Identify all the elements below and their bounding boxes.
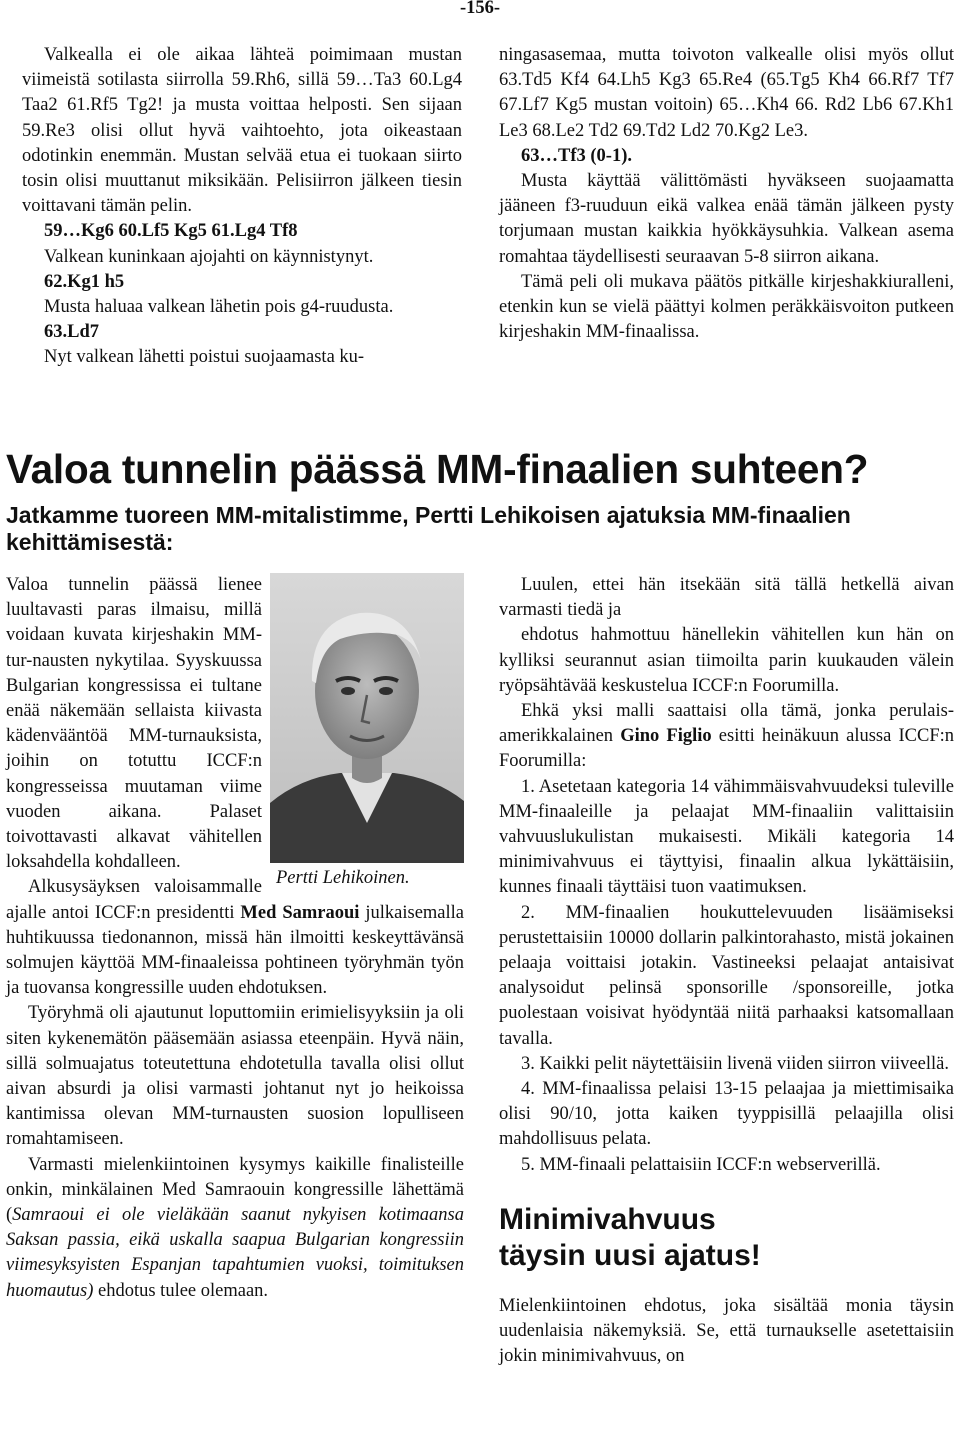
text-run: esitti heinäkuun alussa ICCF:n Foorumilla: [499,726,955,772]
text-run: Ehkä yksi malli saattaisi olla tämä, jonka perulais-amerikkalainen [499,701,954,747]
game-commentary-paragraph: Musta haluaa valkean lähetin pois g4-ruudusta. [44,297,394,318]
proposal-item: 3. Kaikki pelit näytettäisiin livenä viiden siirron viiveellä. [521,1053,949,1074]
article-paragraph: Luulen, ettei hän itsekään sitä tällä hetkellä aivan varmasti tiedä ja [499,575,954,621]
game-moves: 63.Ld7 [44,322,100,343]
article-right-column [499,573,954,1369]
proposal-item: 5. MM-finaali pelattaisiin ICCF:n webserverillä. [521,1154,881,1175]
section-headline-line-1: Minimivahvuus [499,1202,716,1236]
article-paragraph: ehdotus hahmottuu hänellekin vähitellen kun hän on kylliksi seurannut asian tiimoilta parin kuukauden välein ryöpsähtävää keskustelua ICCF:n Foorumilla. [499,625,954,696]
portrait-photo [270,573,464,891]
top-right-column [499,43,954,345]
top-left-column [22,43,462,371]
game-commentary-paragraph: Nyt valkean lähetti poistui suojaamasta ku- [44,347,365,368]
article-paragraph [499,699,954,775]
game-commentary-paragraph: Valkealla ei ole aikaa lähteä poimimaan mustan viimeistä sotilasta siirrolla 59.Rh6, sillä 59…Ta3 60.Lg4 Taa2 61.Rf5 Tg2! ja musta voittaa helposti. Sen sijaan 59.Re3 olisi ollut hyvä vaihtoehto, jota oikeastaan odotinkin enemmän. Mustan selvää etua ei tuokaan siirto tosin olisi muuttanut miksikään. Pelisiirron jälkeen tiesin voittavani tämän pelin. [22,45,462,217]
article-subheadline: Jatkamme tuoreen MM-mitalistimme, Pertti Lehikoisen ajatuksia MM-finaalien kehittämisestä: [6,502,851,555]
game-commentary-paragraph: Musta käyttää välittömästi hyväkseen suojaamatta jääneen f3-ruuduun eikä valkea enää tämän jälkeen pysty torjumaan mustan kaikkia hyökkäysuhkia. Valkean asema romahtaa täydellisesti seuraavan 5-8 siirron aikana. [499,171,954,267]
article-headline: Valoa tunnelin päässä MM-finaalien suhteen? [6,446,869,492]
proposal-item: 2. MM-finaalien houkuttelevuuden lisäämiseksi perustettaisiin 10000 dollarin palkintorahasto, mistä jokainen pelaaja voittaisi jotakin. Vastineeksi pelaajat antaisivat analysoidut pelinsä sponsorille /sponsoreille, jotka puolestaan voisivat hyödyntää niitä parhaaksi katsomallaan tavalla. [499,902,954,1049]
portrait-image [270,573,464,863]
game-moves: 63…Tf3 (0-1). [521,145,632,166]
photo-caption: Pertti Lehikoinen. [276,867,410,888]
section-headline-line-2: täysin uusi ajatus! [499,1238,761,1272]
game-commentary-paragraph: ningasasemaa, mutta toivoton valkealle olisi myös ollut 63.Td5 Kf4 64.Lh5 Kg3 65.Re4 (65.Tg5 Kh4 66.Rf7 Tf7 67.Lf7 Kg5 mustan voitoin) 65…Kh4 66. Rd2 Lb6 67.Kh1 Le3 68.Le2 Td2 69.Td2 Ld2 70.Kg2 Le3. [499,45,954,141]
article-paragraph: Työryhmä oli ajautunut loputtomiin erimielisyyksiin ja oli siten kykenemätön pääsemään asiassa eteenpäin. Hyvä näin, sillä solmuajatus toteutettuna ehdotetulla tavalla olisi ollut aivan absurdi ja olisi varmasti johtanut nyt jo heikoissa kantimissa olevan MM-turnausten suosion lopulliseen romahtamiseen. [6,1003,464,1150]
article-paragraph: Valoa tunnelin päässä lienee luultavasti paras ilmaisu, millä voidaan kuvata kirjeshakin MM-tur-nausten nykytilaa. Syyskuussa Bulgarian kongressissa ei tultane enää näkemään sellaista kiivasta kädenvääntöä MM-turnauksista, joihin on totuttu ICCF:n kongresseissa muutaman viime vuoden aikana. Palaset toivottavasti alkavat vähitellen loksahdella kohdalleen. [6,575,262,873]
text-run: julkaisemalla huhtikuussa tiedonannon, missä hän ilmoitti keskeyttävänsä solmujen käyttöä MM-finaaleissa pohtineen työryhmän työn ja tuovansa kongressille uuden ehdotuksen. [6,902,464,999]
article-left-column [6,573,464,1304]
article-paragraph: Mielenkiintoinen ehdotus, joka sisältää monia täysin uudenlaisia näkemyksiä. Se, että turnaukselle asetettaisiin jokin minimivahvuus, on [499,1295,954,1367]
game-moves: 59…Kg6 60.Lf5 Kg5 61.Lg4 Tf8 [44,221,298,242]
text-run: Varmasti mielenkiintoinen kysymys kaikille finalisteille onkin, minkälainen Med Samraouin kongressille lähettämä ( [6,1154,464,1226]
person-name: Med Samraoui [240,902,360,923]
game-commentary-paragraph: Tämä peli oli mukava päätös pitkälle kirjeshakkiuralleni, etenkin kun se vielä päättyi kolmen peräkkäisvoiton putkeen kirjeshakin MM-finaalissa. [499,271,954,343]
proposal-item: 1. Asetetaan kategoria 14 vähimmäisvahvuudeksi tuleville MM-finaaleille ja pelaajat MM-finaaliin valittaisiin vahvuuslukulistan mukaisesti. Mikäli kategoria 14 minimivahvuus ei täyttyisi, finaalin alkua lykättäisiin, kunnes finaali täyttäisi tuon vaatimuksen. [499,776,954,898]
game-moves: 62.Kg1 h5 [44,271,125,292]
article-paragraph [6,1153,464,1304]
page-number: -156- [459,0,501,18]
section-headline [499,1202,954,1274]
proposal-item: 4. MM-finaalissa pelaisi 13-15 pelaajaa ja miettimisaika olisi 90/10, jotta kaiken tyyppisillä pelaajilla olisi mahdollisuus pelata. [499,1079,954,1150]
person-name: Gino Figlio [620,726,712,747]
article-paragraph [6,875,464,1001]
game-commentary-paragraph: Valkean kuninkaan ajojahti on käynnistynyt. [44,246,374,267]
text-run: Alkusysäyksen valoisammalle ajalle antoi ICCF:n presidentti [6,877,262,923]
editor-note: Samraoui ei ole vieläkään saanut nykyisen kotimaansa Saksan passia, eikä uskalla saapua Bulgarian kongressiin viimesyksyisten Espanjan tapahtumien vuoksi, toimituksen huomautus) [6,1205,464,1301]
text-run: ehdotus tulee olemaan. [93,1280,269,1301]
